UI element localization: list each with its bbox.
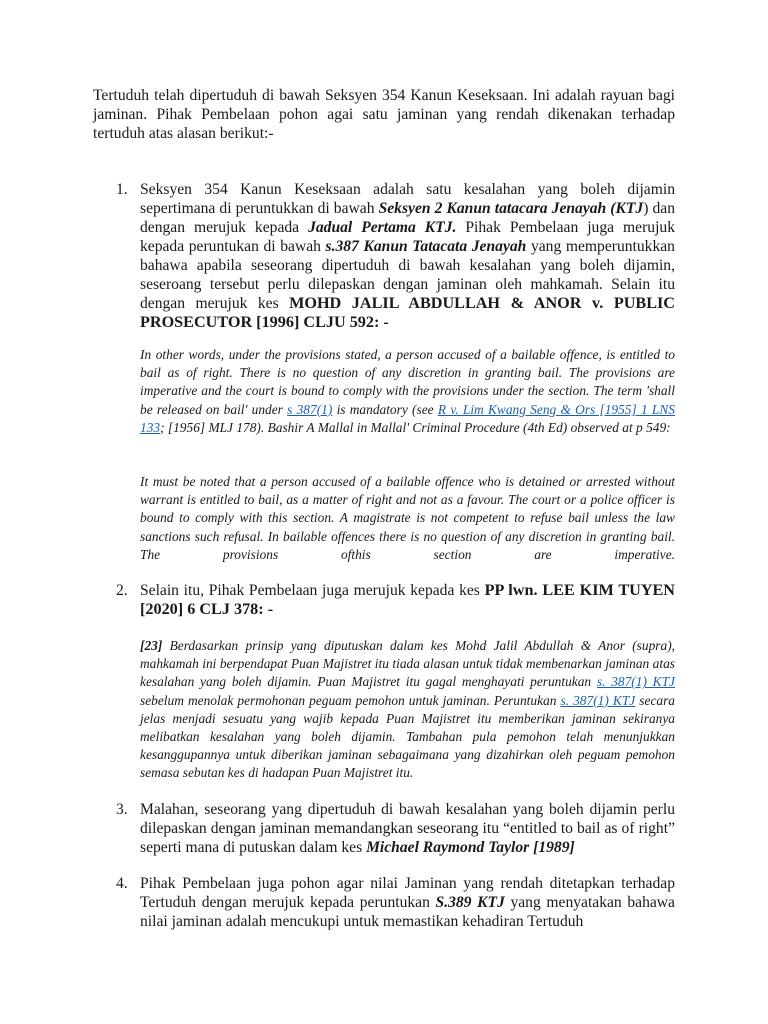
list-item-3 xyxy=(116,800,675,857)
statute-link[interactable]: s 387(1) xyxy=(287,401,333,417)
case-citation: Michael Raymond Taylor [1989] xyxy=(366,839,575,856)
quote-text: ; [1956] MLJ 178). Bashir A Mallal in Mallal' Criminal Procedure (4th Ed) observed at p 549: xyxy=(160,419,671,435)
statute-reference: Seksyen 2 Kanun tatacara Jenayah (KTJ xyxy=(378,200,644,217)
item-text: Pihak Pembelaan juga pohon agar nilai Jaminan yang rendah ditetapkan terhadap Tertuduh dengan merujuk kepada peruntukan xyxy=(140,875,675,911)
item-text: Malahan, seseorang yang dipertuduh di bawah kesalahan yang boleh dijamin perlu dilepaskan dengan jaminan memandangkan seseorang itu “entitled to bail as of right” seperti mana di putuskan dalam kes xyxy=(140,801,675,856)
statute-link[interactable]: s. 387(1) KTJ xyxy=(560,692,636,708)
statute-reference: s.387 Kanun Tatacata Jenayah xyxy=(325,238,527,255)
quote-text: Berdasarkan prinsip yang diputuskan dalam kes Mohd Jalil Abdullah & Anor (supra), mahkamah ini berpendapat Puan Majistret itu tiada alasan untuk tidak membenarkan jaminan atas kesalahan yang boleh dijamin. Puan Majistret itu gagal menghayati peruntukan xyxy=(140,638,675,690)
list-number: 3. xyxy=(116,801,128,818)
list-item-4 xyxy=(116,874,675,931)
item-text: yang menyatakan bahawa nilai jaminan adalah mencukupi untuk memastikan kehadiran Tertuduh xyxy=(140,894,675,930)
item-text: yang memperuntukkan bahawa apabila seseorang dipertuduh di bawah kesalahan yang boleh dijamin, seseroang tersebut perlu dilepaskan dengan jaminan oleh mahkamah. Selain itu dengan merujuk kes xyxy=(140,238,675,312)
quote-text: sebelum menolak permohonan peguam pemohon untuk jaminan. Peruntukan xyxy=(140,692,561,708)
case-citation: PP lwn. LEE KIM TUYEN [2020] 6 CLJ 378: - xyxy=(140,581,675,618)
item-text: Seksyen 354 Kanun Keseksaan adalah satu kesalahan yang boleh dijamin sepertimana di peruntukkan di bawah xyxy=(140,181,675,217)
quote-text: In other words, under the provisions stated, a person accused of a bailable offence, is entitled to bail as of right. There is no question of any discretion in granting bail. The provisions are imperative and the court is bound to comply with the provisions under the section. The term 'shall be released on bail' under xyxy=(140,347,675,417)
list-number: 1. xyxy=(116,181,128,198)
item-text: Pihak Pembelaan juga merujuk kepada peruntukan di bawah xyxy=(140,219,676,255)
quote-block-2 xyxy=(140,637,675,783)
list-number: 4. xyxy=(116,875,128,892)
item-text: ) dan dengan merujuk kepada xyxy=(140,200,675,236)
paragraph-number: [23] xyxy=(140,638,163,653)
intro-paragraph: Tertuduh telah dipertuduh di bawah Seksyen 354 Kanun Keseksaan. Ini adalah rayuan bagi jaminan. Pihak Pembelaan pohon agai satu jaminan yang rendah dikenakan terhadap tertuduh atas alasan berikut:- xyxy=(93,87,675,142)
list-number: 2. xyxy=(116,582,128,599)
quote-text: is mandatory (see xyxy=(332,401,438,417)
quote-text: secara jelas menjadi sesuatu yang wajib kepada Puan Majistret itu memberikan jaminan sekiranya melibatkan kesalahan yang boleh dijamin. Tambahan pula pemohon telah menunjukkan kesanggupannya untuk diberikan jaminan sebagaimana yang dizahirkan oleh peguam pemohon semasa sebutan kes di hadapan Puan Majistret itu. xyxy=(140,692,675,781)
statute-link[interactable]: s. 387(1) KTJ xyxy=(596,674,675,690)
statute-reference: Jadual Pertama KTJ. xyxy=(308,219,457,236)
quote-paragraph-2: It must be noted that a person accused of a bailable offence who is detained or arrested without warrant is entitled to bail, as a matter of right and not as a favour. The court or a police officer is bound to comply with this section. A magistrate is not competent to refuse bail unless the law sanctions such refusal. In bailable offences there is no question of any discretion in granting bail. The provisions ofthis section are imperative. xyxy=(140,474,675,562)
quote-paragraph xyxy=(140,346,675,437)
list-item-1 xyxy=(116,180,676,332)
item-text: Selain itu, Pihak Pembelaan juga merujuk kepada kes xyxy=(140,582,485,599)
case-citation: MOHD JALIL ABDULLAH & ANOR v. PUBLIC PROSECUTOR [1996] CLJU 592: - xyxy=(140,294,675,331)
statute-reference: S.389 KTJ xyxy=(435,894,505,911)
quote-block-1 xyxy=(140,346,675,437)
list-item-2 xyxy=(116,581,675,619)
case-link[interactable]: R v. Lim Kwang Seng & Ors [1955] 1 LNS 133 xyxy=(140,401,675,435)
